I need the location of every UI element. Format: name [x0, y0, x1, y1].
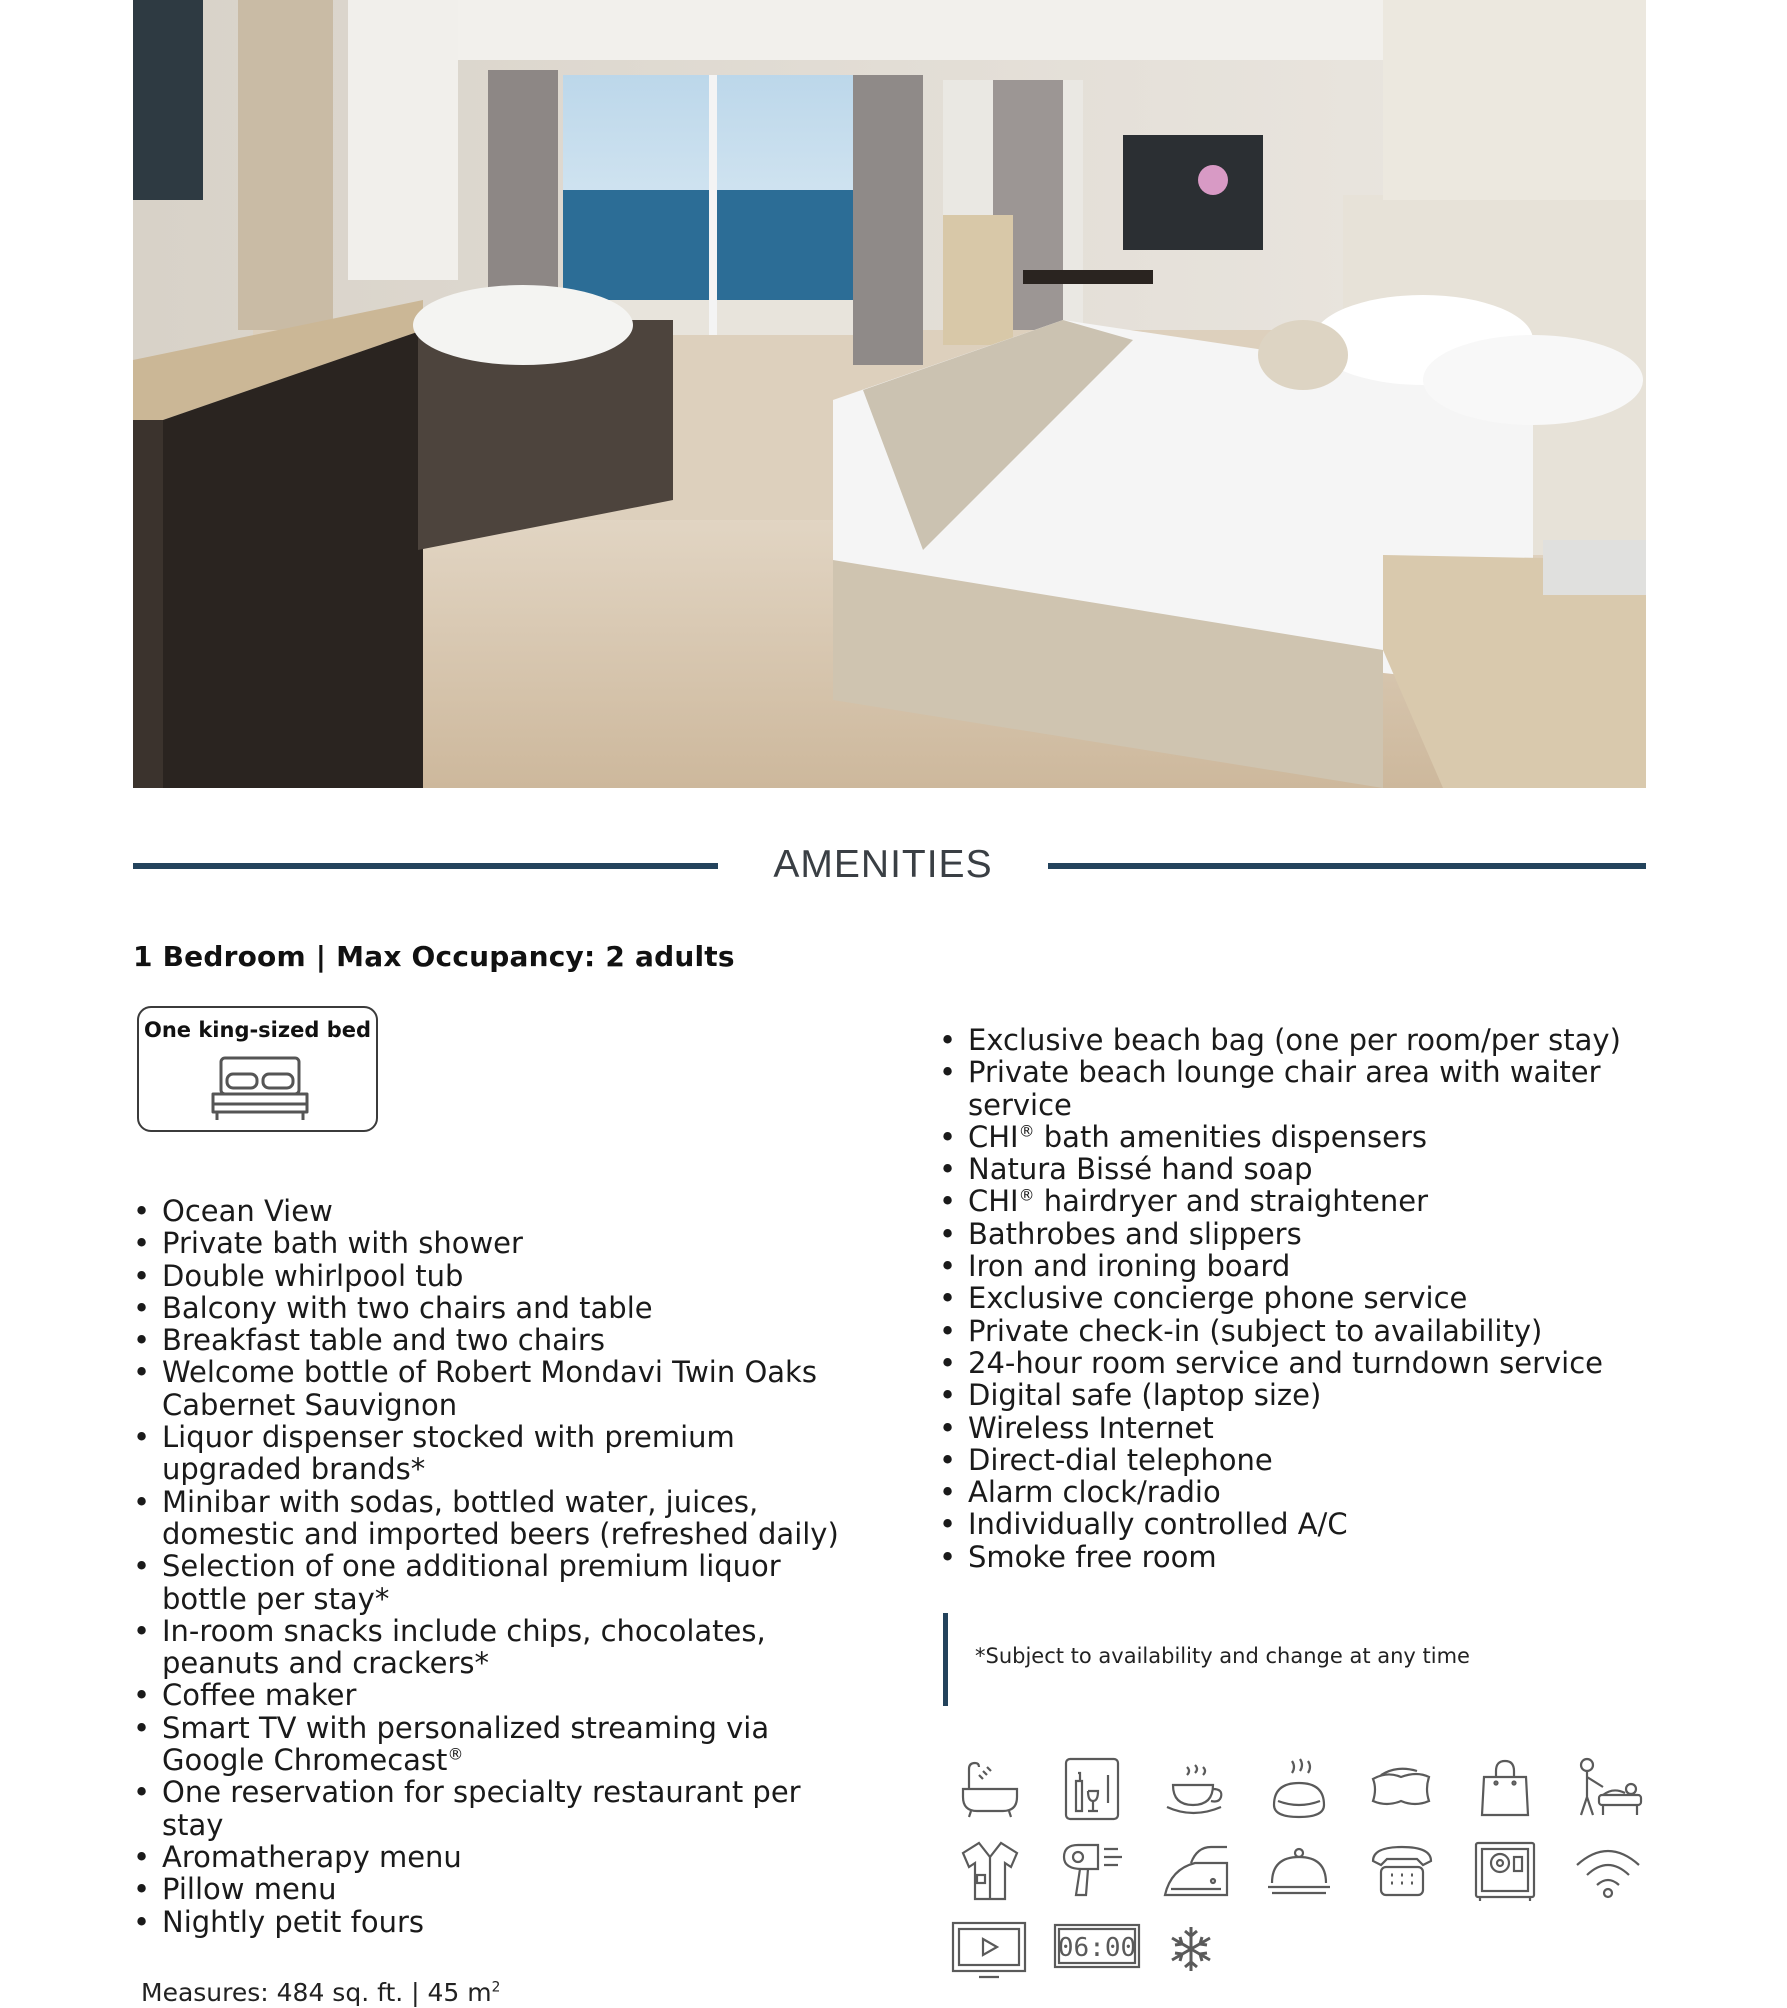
telephone-icon	[1367, 1839, 1437, 1903]
beach-bag-icon	[1470, 1757, 1540, 1821]
amenity-item: • Exclusive beach bag (one per room/per stay)	[939, 1024, 1659, 1056]
amenity-item: • Alarm clock/radio	[939, 1476, 1659, 1508]
amenity-item: • Balcony with two chairs and table	[133, 1292, 853, 1324]
pillow-icon	[1367, 1757, 1437, 1821]
amenity-item: • Selection of one additional premium liquor bottle per stay*	[133, 1550, 853, 1615]
aromatherapy-icon	[1264, 1757, 1334, 1821]
square-unit-superscript: 2	[491, 1979, 501, 1996]
amenity-item: • CHI® hairdryer and straightener	[939, 1185, 1659, 1217]
amenity-item: • Digital safe (laptop size)	[939, 1379, 1659, 1411]
amenity-item: • Iron and ironing board	[939, 1250, 1659, 1282]
availability-note	[943, 1613, 1583, 1706]
amenity-item: • Natura Bissé hand soap	[939, 1153, 1659, 1185]
bed-type-card	[137, 1006, 378, 1132]
spa-massage-icon	[1573, 1757, 1643, 1821]
header-rule-left	[133, 863, 718, 869]
amenity-item: • Private bath with shower	[133, 1227, 853, 1259]
availability-note-text: *Subject to availability and change at any time	[975, 1644, 1470, 1668]
amenity-item: • Minibar with sodas, bottled water, juices, domestic and imported beers (refreshed daily)	[133, 1486, 853, 1551]
tv-icon	[949, 1917, 1029, 1981]
amenity-item: • CHI® bath amenities dispensers	[939, 1121, 1659, 1153]
amenity-item: • Nightly petit fours	[133, 1906, 853, 1938]
section-header	[133, 840, 1646, 890]
alarm-clock-icon	[1053, 1917, 1141, 1981]
amenity-item: • Direct-dial telephone	[939, 1444, 1659, 1476]
amenity-item: • Liquor dispenser stocked with premium upgraded brands*	[133, 1421, 853, 1486]
amenity-item: • Smart TV with personalized streaming via Google Chromecast®	[133, 1712, 853, 1777]
bed-type-label: One king-sized bed	[143, 1018, 372, 1042]
hairdryer-icon	[1058, 1839, 1128, 1903]
coffee-cup-icon	[1161, 1757, 1231, 1821]
amenity-item: • Ocean View	[133, 1195, 853, 1227]
amenity-item: • Wireless Internet	[939, 1412, 1659, 1444]
amenities-list-right	[939, 1024, 1659, 1573]
amenity-item: • Breakfast table and two chairs	[133, 1324, 853, 1356]
occupancy-info: 1 Bedroom | Max Occupancy: 2 adults	[133, 940, 735, 973]
room-measures	[141, 1978, 500, 2007]
king-bed-icon	[209, 1054, 311, 1122]
amenity-item: • In-room snacks include chips, chocolates, peanuts and crackers*	[133, 1615, 853, 1680]
room-measures-text: Measures: 484 sq. ft. | 45 m	[141, 1978, 492, 2007]
amenity-item: • Smoke free room	[939, 1541, 1659, 1573]
amenity-item: • Pillow menu	[133, 1873, 853, 1905]
bathrobe-icon	[955, 1839, 1025, 1903]
amenity-item: • Bathrobes and slippers	[939, 1218, 1659, 1250]
header-rule-right	[1048, 863, 1646, 869]
iron-icon	[1161, 1839, 1231, 1903]
amenity-item: • Welcome bottle of Robert Mondavi Twin Oaks Cabernet Sauvignon	[133, 1356, 853, 1421]
amenity-item: • Private check-in (subject to availability)	[939, 1315, 1659, 1347]
amenity-item: • Private beach lounge chair area with waiter service	[939, 1056, 1659, 1121]
amenity-item: • Individually controlled A/C	[939, 1508, 1659, 1540]
amenity-item: • Coffee maker	[133, 1679, 853, 1711]
minibar-icon	[1058, 1757, 1128, 1821]
amenities-list-left	[133, 1195, 853, 1938]
clock-display: 06:00	[1057, 1933, 1137, 1963]
amenity-icons	[955, 1757, 1655, 2007]
amenity-item: • Double whirlpool tub	[133, 1260, 853, 1292]
wifi-icon	[1573, 1839, 1643, 1903]
bathtub-icon	[955, 1757, 1025, 1821]
amenity-item: • One reservation for specialty restaurant per stay	[133, 1776, 853, 1841]
section-title: AMENITIES	[773, 843, 993, 886]
room-photo	[133, 0, 1646, 788]
air-conditioning-icon	[1169, 1917, 1239, 1981]
room-service-icon	[1264, 1839, 1334, 1903]
amenity-item: • 24-hour room service and turndown service	[939, 1347, 1659, 1379]
amenity-item: • Aromatherapy menu	[133, 1841, 853, 1873]
amenity-item: • Exclusive concierge phone service	[939, 1282, 1659, 1314]
safe-icon	[1470, 1839, 1540, 1903]
